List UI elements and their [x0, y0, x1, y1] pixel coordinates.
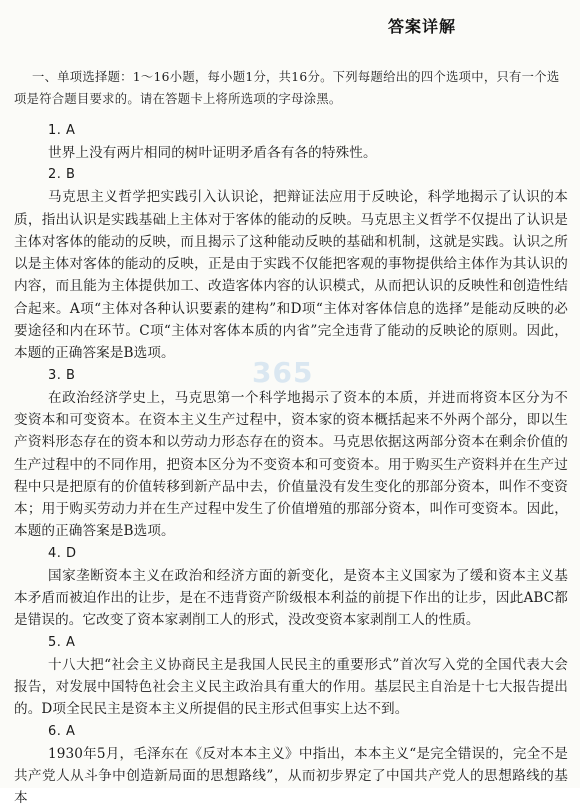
answer-number: 5. A	[48, 634, 76, 650]
answer-item	[14, 164, 568, 364]
answer-item	[14, 543, 568, 632]
answer-explanation: 在政治经济学史上，马克思第一个科学地揭示了资本的本质，并进而将资本区分为不变资本和可变资本。在资本主义生产过程中，资本家的资本概括起来不外两个部分，即以生产资料形态存在的资本和以劳动力形态存在的资本。马克思依据这两部分资本在剩余价值的生产过程中的不同作用，把资本区分为不变资本和可变资本。用于购买生产资料并在生产过程中只是把原有的价值转移到新产品中去，价值量没有发生变化的那部分资本，叫作不变资本；用于购买劳动力并在生产过程中发生了价值增殖的那部分资本，叫作可变资本。因此，本题的正确答案是B选项。	[14, 389, 568, 540]
answer-explanation: 十八大把“社会主义协商民主是我国人民民主的重要形式”首次写入党的全国代表大会报告，对发展中国特色社会主义民主政治具有重大的作用。基层民主自治是十七大报告提出的。D项全民民主是资本主义所提倡的民主形式但事实上达不到。	[14, 656, 568, 718]
section-instructions: 一、单项选择题：1～16小题，每小题1分，共16分。下列每题给出的四个选项中，只有一个选项是符合题目要求的。请在答题卡上将所选项的字母涂黑。	[14, 70, 560, 106]
answer-number: 3. B	[48, 367, 76, 383]
answer-item	[14, 721, 568, 809]
answer-number: 1. A	[48, 123, 76, 138]
answer-explanation: 马克思主义哲学把实践引入认识论，把辩证法应用于反映论，科学地揭示了认识的本质，指出认识是实践基础上主体对于客体的能动的反映。马克思主义哲学不仅提出了认识是主体对客体的能动的反映，而且揭示了这种能动反映的基础和机制，这就是实践。认识之所以是主体对客体的能动的反映，正是由于实践不仅能把客观的事物提供给主体作为其认识的内容，而且能为主体提供加工、改造客体内容的认识模式，从而把认识的反映性和创造性结合起来。A项“主体对各种认识要素的建构”和D项“主体对客体信息的选择”是能动反映的必要途径和内在环节。C项“主体对客体本质的内省”完全违背了能动的反映论的原则。因此，本题的正确答案是B选项。	[14, 189, 568, 362]
answer-list	[14, 120, 568, 809]
answer-item	[14, 120, 568, 164]
watermark-logo: 365	[252, 356, 314, 389]
answer-number: 2. B	[48, 167, 76, 183]
answer-explanation: 世界上没有两片相同的树叶证明矛盾各有各的特殊性。	[48, 145, 377, 161]
answer-number: 4. D	[48, 545, 77, 561]
page-title: 答案详解	[387, 17, 456, 36]
answer-item	[14, 365, 568, 543]
answer-number: 6. A	[48, 723, 76, 739]
answer-explanation: 国家垄断资本主义在政治和经济方面的新变化，是资本主义国家为了缓和资本主义基本矛盾而被迫作出的让步，是在不违背资产阶级根本利益的前提下作出的让步，因此ABC都是错误的。它改变了资本家剥削工人的形式，没改变资本家剥削工人的性质。	[14, 567, 568, 629]
answer-explanation: 1930年5月，毛泽东在《反对本本主义》中指出，本本主义“是完全错误的，完全不是共产党人从斗争中创造新局面的思想路线”，从而初步界定了中国共产党人的思想路线的基本	[14, 745, 568, 807]
answer-item	[14, 632, 568, 721]
